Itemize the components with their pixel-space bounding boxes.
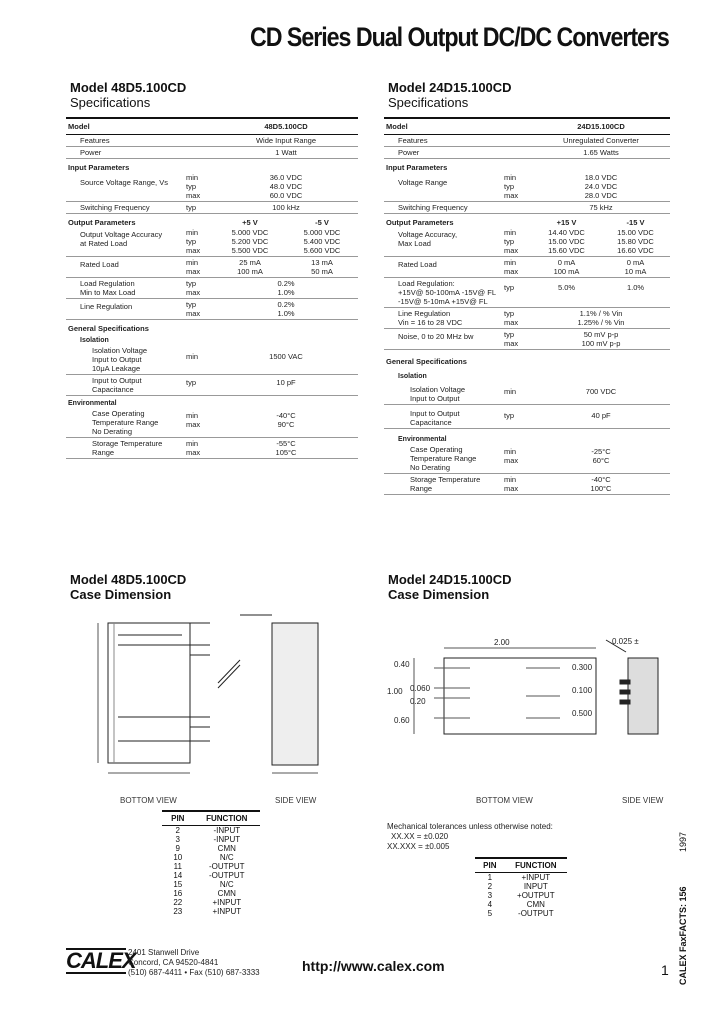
dim-0100: 0.100 — [572, 686, 593, 695]
right-case-title: Model 24D15.100CD — [388, 572, 512, 587]
switching-value: 100 kHz — [214, 202, 358, 214]
pin-number: 2 — [175, 826, 180, 835]
iso-voltage-value: 700 VDC — [532, 384, 670, 405]
logo-text: CALEX — [66, 948, 136, 973]
isolation-subheading: Isolation — [80, 337, 109, 344]
pin-markers — [118, 623, 210, 741]
storage-label: Storage Temperature Range — [384, 474, 502, 495]
pin-number: 3 — [175, 835, 180, 844]
left-case-title: Model 48D5.100CD — [70, 572, 187, 587]
dim-040: 0.40 — [394, 660, 410, 669]
model-label: Model — [384, 118, 502, 135]
power-value: 1 Watt — [214, 147, 358, 159]
address-line-2: Concord, CA 94520-4841 — [128, 958, 219, 967]
voltage-range-value: 18.0 VDC 24.0 VDC 28.0 VDC — [532, 172, 670, 202]
rated-load-label: Rated Load — [66, 257, 184, 278]
voltage-range-label: Voltage Range — [384, 172, 502, 202]
table-row — [384, 147, 670, 159]
table-row — [384, 474, 670, 495]
model-value: 48D5.100CD — [214, 118, 358, 135]
pin-number: 1 — [487, 873, 493, 882]
case-temp-value: -40°C 90°C — [214, 408, 358, 438]
table-row — [384, 405, 670, 429]
table-row — [384, 329, 670, 350]
table-row — [162, 871, 260, 880]
iso-cap-label: Input to Output Capacitance — [66, 375, 184, 396]
load-reg-value-2: 1.0% — [601, 278, 670, 308]
table-row — [384, 257, 670, 278]
pin-number: 16 — [173, 889, 183, 898]
pin-number: 22 — [173, 898, 183, 907]
table-row — [475, 900, 567, 909]
page-number: 1 — [661, 962, 669, 978]
table-header-row — [162, 811, 260, 826]
iso-cap-value: 10 pF — [214, 375, 358, 396]
line-reg-label: Line Regulation — [66, 299, 184, 320]
table-row — [162, 844, 260, 853]
storage-value: -55°C 105°C — [214, 438, 358, 459]
table-row — [384, 202, 670, 214]
right-bottom-view-label: BOTTOM VIEW — [476, 796, 533, 805]
qualifier: min typ max — [184, 172, 214, 202]
right-spec-title: Model 24D15.100CD — [388, 80, 512, 95]
right-spec-heading — [388, 80, 512, 110]
table-row — [162, 898, 260, 907]
left-bottom-view-label: BOTTOM VIEW — [120, 796, 177, 805]
table-row — [66, 333, 358, 345]
table-row — [66, 345, 358, 375]
dim-height: 1.00 — [387, 687, 403, 696]
pin-function: +INPUT — [521, 873, 551, 882]
input-group-heading: Input Parameters — [386, 163, 448, 172]
qualifier: typ — [502, 405, 532, 429]
pin-function: -INPUT — [213, 826, 241, 835]
pin-number: 3 — [487, 891, 493, 900]
iso-voltage-label: Isolation Voltage Input to Output — [384, 384, 502, 405]
right-side-view-label: SIDE VIEW — [622, 796, 664, 805]
function-column-header: FUNCTION — [505, 858, 567, 873]
table-header-row — [475, 858, 567, 873]
table-row — [475, 909, 567, 918]
pin-number: 5 — [487, 909, 493, 918]
table-row — [66, 147, 358, 159]
table-row — [384, 350, 670, 367]
left-spec-table — [66, 117, 358, 459]
storage-label: Storage Temperature Range — [66, 438, 184, 459]
left-spec-title: Model 48D5.100CD — [70, 80, 187, 95]
power-value: 1.65 Watts — [532, 147, 670, 159]
features-value: Wide Input Range — [214, 135, 358, 147]
footer-address — [128, 948, 260, 978]
output-group-heading: Output Parameters — [386, 218, 454, 227]
pin-number: 10 — [173, 853, 183, 862]
table-row — [384, 366, 670, 384]
dim-0300: 0.300 — [572, 663, 593, 672]
address-line-3: (510) 687-4411 • Fax (510) 687-3333 — [128, 968, 260, 977]
left-case-drawing — [90, 605, 340, 795]
bottom-view-outline — [414, 648, 596, 734]
qualifier: typ max — [184, 299, 214, 320]
right-spec-table — [384, 117, 670, 495]
pin-function: -OUTPUT — [209, 862, 245, 871]
features-value: Unregulated Converter — [532, 135, 670, 147]
case-temp-label: Case Operating Temperature Range No Derating — [384, 444, 502, 474]
table-row — [162, 889, 260, 898]
qualifier: min max — [502, 444, 532, 474]
table-row — [162, 835, 260, 844]
output-column-2: -15 V — [626, 218, 645, 227]
switching-label: Switching Frequency — [66, 202, 184, 214]
dim-060a: 0.060 — [410, 684, 431, 693]
right-case-heading — [388, 572, 512, 602]
dim-0025: 0.025 ± — [612, 637, 639, 646]
rated-load-label: Rated Load — [384, 257, 502, 278]
output-column-2: -5 V — [315, 218, 329, 227]
accuracy-label: Voltage Accuracy, Max Load — [384, 227, 502, 257]
iso-voltage-label: Isolation Voltage Input to Output 10μA Leakage — [66, 345, 184, 375]
left-side-view-label: SIDE VIEW — [275, 796, 317, 805]
pin-function: +INPUT — [212, 907, 242, 916]
accuracy-value-2: 15.00 VDC 15.80 VDC 16.60 VDC — [601, 227, 670, 257]
tolerance-title: Mechanical tolerances unless otherwise noted: — [387, 822, 553, 831]
table-row — [475, 882, 567, 891]
switching-value: 75 kHz — [532, 202, 670, 214]
model-label: Model — [66, 118, 184, 135]
load-reg-value-1: 5.0% — [532, 278, 601, 308]
general-group-heading: General Specifications — [386, 357, 467, 366]
power-label: Power — [66, 147, 184, 159]
isolation-subheading: Isolation — [398, 373, 427, 380]
table-row — [384, 135, 670, 147]
left-spec-subtitle: Specifications — [70, 95, 151, 110]
table-row — [384, 118, 670, 135]
pin-number: 15 — [173, 880, 183, 889]
table-row — [162, 853, 260, 862]
accuracy-value-1: 5.000 VDC 5.200 VDC 5.500 VDC — [214, 227, 286, 257]
storage-value: -40°C 100°C — [532, 474, 670, 495]
side-view-outline — [218, 615, 318, 765]
pin-column-header: PIN — [475, 858, 505, 873]
side-view-outline — [606, 640, 658, 734]
rated-load-value-1: 25 mA 100 mA — [214, 257, 286, 278]
pin-function: N/C — [219, 853, 234, 862]
source-voltage-value: 36.0 VDC 48.0 VDC 60.0 VDC — [214, 172, 358, 202]
table-row — [384, 278, 670, 308]
qualifier: min max — [184, 257, 214, 278]
accuracy-value-1: 14.40 VDC 15.00 VDC 15.60 VDC — [532, 227, 601, 257]
qualifier: typ max — [184, 278, 214, 299]
pin-number: 4 — [487, 900, 493, 909]
pin-function: +INPUT — [212, 898, 242, 907]
qualifier: min typ max — [502, 227, 532, 257]
table-row — [384, 159, 670, 173]
table-row — [66, 159, 358, 173]
dim-060b: 0.60 — [394, 716, 410, 725]
pin-column-header: PIN — [162, 811, 194, 826]
right-case-drawing — [380, 630, 680, 795]
iso-voltage-value: 1500 VAC — [214, 345, 358, 375]
features-label: Features — [66, 135, 184, 147]
left-case-subtitle: Case Dimension — [70, 587, 172, 602]
table-row — [66, 320, 358, 334]
table-row — [66, 396, 358, 409]
qualifier: typ — [184, 202, 214, 214]
pin-function: N/C — [219, 880, 234, 889]
qualifier — [502, 202, 532, 214]
table-row — [475, 873, 567, 883]
model-value: 24D15.100CD — [532, 118, 670, 135]
environmental-subheading: Environmental — [68, 400, 117, 407]
table-row — [66, 375, 358, 396]
pin-function: -INPUT — [213, 835, 241, 844]
output-group-heading: Output Parameters — [68, 218, 136, 227]
table-row — [66, 118, 358, 135]
pin-number: 14 — [173, 871, 183, 880]
table-row — [384, 172, 670, 202]
table-row — [162, 862, 260, 871]
table-row — [66, 438, 358, 459]
load-reg-label: Load Regulation Min to Max Load — [66, 278, 184, 299]
qualifier: min typ max — [502, 172, 532, 202]
qualifier: min typ max — [184, 227, 214, 257]
rated-load-value-2: 0 mA 10 mA — [601, 257, 670, 278]
table-row — [384, 429, 670, 445]
table-row — [162, 880, 260, 889]
table-row — [66, 257, 358, 278]
tolerance-line-1: XX.XX = ±0.020 — [391, 832, 449, 841]
case-temp-value: -25°C 60°C — [532, 444, 670, 474]
rated-load-value-2: 13 mA 50 mA — [286, 257, 358, 278]
pin-function: +OUTPUT — [517, 891, 555, 900]
table-row — [162, 907, 260, 916]
pin-function: CMN — [217, 889, 236, 898]
switching-label: Switching Frequency — [384, 202, 502, 214]
left-pin-table — [162, 810, 260, 916]
tolerance-line-2: XX.XXX = ±0.005 — [387, 842, 450, 851]
iso-cap-label: Input to Output Capacitance — [384, 405, 502, 429]
noise-value: 50 mV p-p 100 mV p-p — [532, 329, 670, 350]
qualifier: min max — [184, 408, 214, 438]
table-row — [66, 408, 358, 438]
qualifier: typ — [184, 375, 214, 396]
table-row — [384, 444, 670, 474]
table-row — [66, 299, 358, 320]
pin-function: CMN — [526, 900, 545, 909]
dim-0500: 0.500 — [572, 709, 593, 718]
load-reg-value: 0.2% 1.0% — [214, 278, 358, 299]
left-spec-heading — [70, 80, 186, 110]
qualifier: min max — [184, 438, 214, 459]
line-reg-value: 0.2% 1.0% — [214, 299, 358, 320]
calex-logo — [66, 948, 136, 974]
table-row — [162, 826, 260, 836]
source-voltage-label: Source Voltage Range, Vs — [66, 172, 184, 202]
qualifier: min — [184, 345, 214, 375]
pin-number: 9 — [175, 844, 180, 853]
dim-width: 2.00 — [494, 638, 510, 647]
noise-label: Noise, 0 to 20 MHz bw — [384, 329, 502, 350]
left-case-heading — [70, 572, 186, 602]
rated-load-value-1: 0 mA 100 mA — [532, 257, 601, 278]
load-reg-label: Load Regulation: +15V@ 50-100mA -15V@ FL -15V@ 5-10mA +15V@ FL — [384, 278, 502, 308]
pin-function: CMN — [217, 844, 236, 853]
line-reg-value: 1.1% / % Vin 1.25% / % Vin — [532, 308, 670, 329]
right-case-subtitle: Case Dimension — [388, 587, 490, 602]
pin-function: -OUTPUT — [209, 871, 245, 880]
qualifier: typ max — [502, 329, 532, 350]
table-row — [66, 278, 358, 299]
accuracy-value-2: 5.000 VDC 5.400 VDC 5.600 VDC — [286, 227, 358, 257]
right-pin-table — [475, 857, 567, 918]
qualifier: min max — [502, 257, 532, 278]
pin-function: INPUT — [523, 882, 548, 891]
pin-number: 11 — [173, 862, 182, 871]
table-row — [66, 202, 358, 214]
qualifier: min — [502, 384, 532, 405]
dim-020: 0.20 — [410, 697, 426, 706]
environmental-subheading: Environmental — [398, 436, 447, 443]
website-link[interactable]: http://www.calex.com — [302, 958, 445, 974]
table-row — [66, 227, 358, 257]
input-group-heading: Input Parameters — [68, 163, 130, 172]
iso-cap-value: 40 pF — [532, 405, 670, 429]
table-row — [475, 891, 567, 900]
function-column-header: FUNCTION — [194, 811, 260, 826]
output-column-1: +5 V — [242, 218, 258, 227]
table-row — [66, 214, 358, 228]
right-spec-subtitle: Specifications — [388, 95, 469, 110]
page-title: CD Series Dual Output DC/DC Converters — [250, 22, 669, 52]
general-group-heading: General Specifications — [68, 324, 149, 333]
table-row — [66, 135, 358, 147]
features-label: Features — [384, 135, 502, 147]
faxfacts-side-text: CALEX FaxFACTS: 156 — [678, 886, 688, 985]
table-row — [384, 384, 670, 405]
address-line-1: 2401 Stanwell Drive — [128, 948, 200, 957]
bottom-view-outline — [108, 623, 190, 763]
pin-number: 23 — [173, 907, 183, 916]
power-label: Power — [384, 147, 502, 159]
qualifier: typ — [502, 278, 532, 308]
qualifier: min max — [502, 474, 532, 495]
line-reg-label: Line Regulation Vin = 16 to 28 VDC — [384, 308, 502, 329]
table-row — [384, 308, 670, 329]
case-temp-label: Case Operating Temperature Range No Derating — [66, 408, 184, 438]
table-row — [384, 214, 670, 228]
year-side-text: 1997 — [678, 831, 688, 852]
table-row — [66, 172, 358, 202]
accuracy-label: Output Voltage Accuracy at Rated Load — [66, 227, 184, 257]
table-row — [384, 227, 670, 257]
qualifier: typ max — [502, 308, 532, 329]
pin-number: 2 — [487, 882, 493, 891]
pin-function: -OUTPUT — [518, 909, 554, 918]
tolerance-note — [387, 822, 553, 852]
output-column-1: +15 V — [556, 218, 577, 227]
